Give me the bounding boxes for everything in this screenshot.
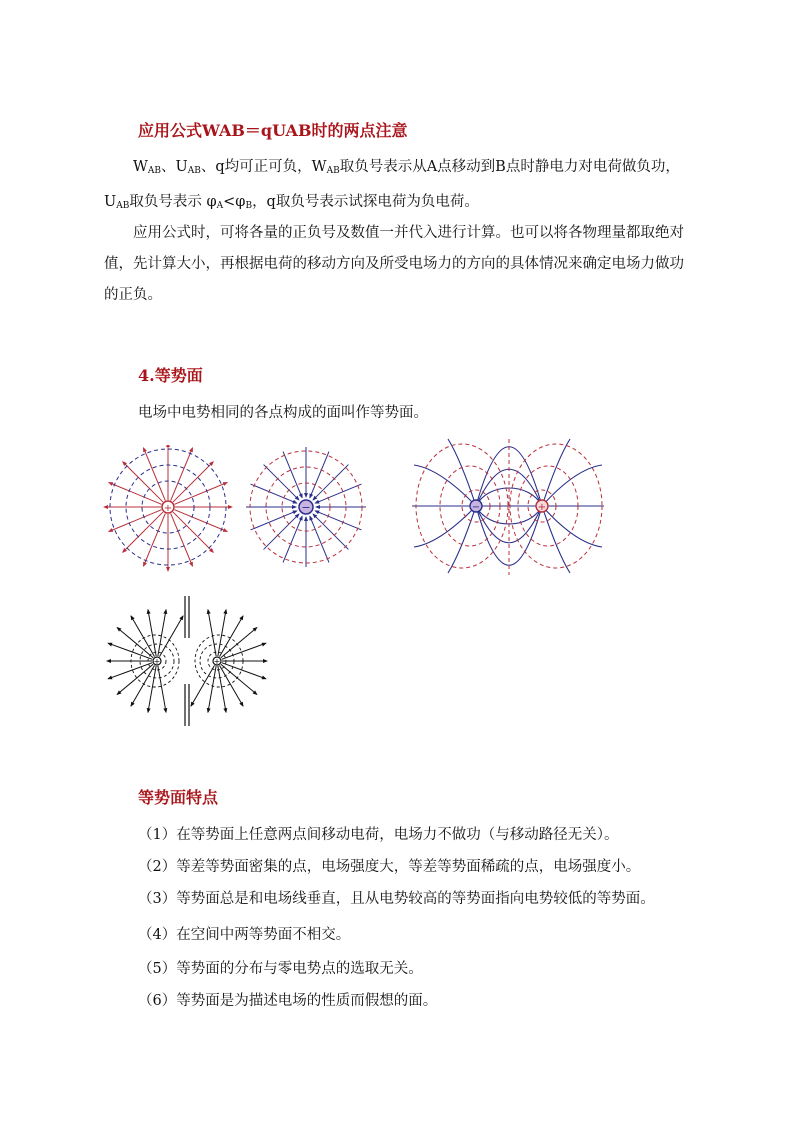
field-line — [174, 510, 227, 532]
equipotential-definition: 电场中电势相同的各点构成的面叫作等势面。 — [138, 405, 428, 421]
figure-dipole — [408, 437, 608, 577]
sub-b: B — [245, 201, 253, 211]
paragraph-calculation: 应用公式时，可将各量的正负号及数值一并代入进行计算。也可以将各物理量都取绝对值，先计算大小，再根据电荷的移动方向及所受电场力的方向的具体情况来确定电场力做功的正负。 — [104, 225, 684, 303]
sub-a: A — [216, 201, 224, 211]
sub-ab-4: AB — [116, 201, 130, 211]
field-line — [131, 665, 155, 706]
field-line — [313, 465, 348, 500]
feature-item-2: （2）等差等势面密集的点，电场强度大，等差等势面稀疏的点，电场强度小。 — [138, 859, 641, 875]
text-a: 取负号表示从A点移动到B点时静电力对电荷做负功，U — [104, 159, 680, 210]
field-line — [173, 462, 213, 502]
svg-text:+: + — [153, 657, 161, 666]
field-line — [171, 448, 193, 501]
svg-text:−: − — [301, 501, 311, 514]
section-title-formula: 应用公式WAB＝qUAB时的两点注意 — [138, 121, 408, 140]
field-line — [283, 516, 302, 562]
field-line — [310, 452, 329, 498]
field-line — [160, 616, 184, 657]
svg-text:−: − — [471, 502, 481, 513]
section-title-features: 等势面特点 — [138, 788, 219, 807]
field-line — [148, 610, 156, 656]
field-line — [313, 514, 348, 549]
figure-like-charges — [104, 594, 270, 728]
field-line — [218, 666, 226, 712]
field-line — [158, 610, 166, 656]
text-w: W — [133, 159, 148, 175]
field-line — [283, 452, 302, 498]
feature-item-4: （4）在空间中两等势面不相交。 — [138, 927, 351, 943]
feature-item-6: （6）等势面是为描述电场的性质而假想的面。 — [138, 993, 438, 1009]
field-line — [218, 610, 226, 656]
field-line — [148, 666, 156, 712]
field-line — [191, 665, 215, 706]
sub-ab-3: AB — [326, 166, 340, 176]
paragraph-signs — [104, 152, 696, 222]
section-title-equipotential: 4.等势面 — [138, 366, 203, 385]
text-u: 、U — [161, 159, 188, 175]
svg-text:+: + — [537, 502, 547, 513]
field-line — [174, 483, 227, 505]
figure-negative-charge — [246, 445, 366, 575]
text-lt: <φ — [223, 194, 246, 210]
field-line — [251, 511, 297, 530]
text-c: ，q取负号表示试探电荷为负电荷。 — [252, 194, 479, 210]
field-line — [315, 511, 361, 530]
feature-item-1: （1）在等势面上任意两点间移动电荷，电场力不做功（与移动路径无关）。 — [138, 827, 619, 843]
field-line — [310, 516, 329, 562]
field-line — [220, 665, 244, 706]
feature-item-5: （5）等势面的分布与零电势点的选取无关。 — [138, 961, 423, 977]
field-line — [315, 484, 361, 503]
field-line — [264, 514, 299, 549]
field-line — [251, 484, 297, 503]
field-line — [123, 512, 163, 552]
field-line — [123, 462, 163, 502]
field-line — [173, 512, 213, 552]
field-line — [158, 666, 166, 712]
field-line — [131, 616, 155, 657]
field-line — [144, 448, 166, 501]
sub-ab-2: AB — [187, 166, 201, 176]
svg-text:+: + — [163, 503, 173, 514]
figure-positive-charge — [103, 445, 233, 575]
sub-ab-1: AB — [147, 166, 162, 176]
field-line — [264, 465, 299, 500]
svg-text:+: + — [213, 657, 221, 666]
field-line — [220, 616, 244, 657]
feature-item-3: （3）等势面总是和电场线垂直，且从电势较高的等势面指向电势较低的等势面。 — [138, 891, 655, 907]
field-line — [208, 666, 216, 712]
field-line — [208, 610, 216, 656]
text-q: 、q均可正可负，W — [200, 159, 327, 175]
text-b: 取负号表示 φ — [129, 194, 217, 210]
